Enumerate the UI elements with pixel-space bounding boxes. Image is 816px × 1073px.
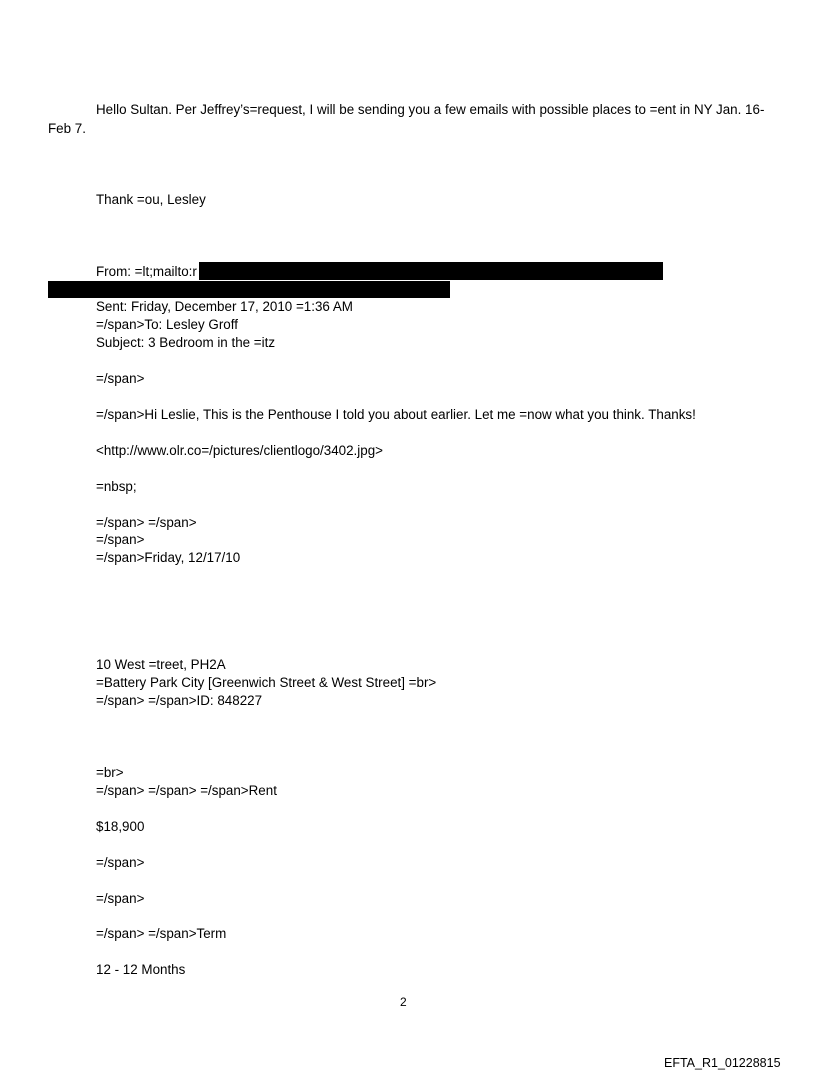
bates-number: EFTA_R1_01228815 <box>664 1056 781 1070</box>
body-span: =/span> <box>96 371 145 386</box>
redaction-bar <box>199 262 663 280</box>
rent-value: $18,900 <box>96 819 145 834</box>
intro-line-2: Feb 7. <box>48 121 86 136</box>
rent-label: =/span> =/span> =/span>Rent <box>96 783 277 798</box>
intro-line-1: Hello Sultan. Per Jeffrey’s=request, I will be sending you a few emails with possible places to =ent in NY Jan. 16- <box>96 102 765 117</box>
redaction-bar <box>48 281 450 298</box>
header-from: From: =lt;mailto:r <box>96 264 197 279</box>
body-br: =br> <box>96 765 124 780</box>
page-number: 2 <box>400 995 407 1009</box>
term-value: 12 - 12 Months <box>96 962 186 977</box>
body-span: =/span> =/span> <box>96 515 197 530</box>
listing-id: =/span> =/span>ID: 848227 <box>96 693 263 708</box>
body-image-link: <http://www.olr.co=/pictures/clientlogo/3402.jpg> <box>96 443 383 458</box>
body-span: =/span> <box>96 855 145 870</box>
listing-date: =/span>Friday, 12/17/10 <box>96 550 241 565</box>
body-span: =/span> <box>96 891 145 906</box>
listing-address: 10 West =treet, PH2A <box>96 657 226 672</box>
listing-neighborhood: =Battery Park City [Greenwich Street & West Street] =br> <box>96 675 437 690</box>
term-label: =/span> =/span>Term <box>96 926 227 941</box>
header-sent: Sent: Friday, December 17, 2010 =1:36 AM <box>96 299 353 314</box>
body-span: =/span> <box>96 532 145 547</box>
header-to: =/span>To: Lesley Groff <box>96 317 238 332</box>
header-subject: Subject: 3 Bedroom in the =itz <box>96 335 276 350</box>
body-nbsp: =nbsp; <box>96 479 137 494</box>
body-message: =/span>Hi Leslie, This is the Penthouse I told you about earlier. Let me =now what you think. Thanks! <box>96 407 696 422</box>
signoff: Thank =ou, Lesley <box>96 192 206 207</box>
